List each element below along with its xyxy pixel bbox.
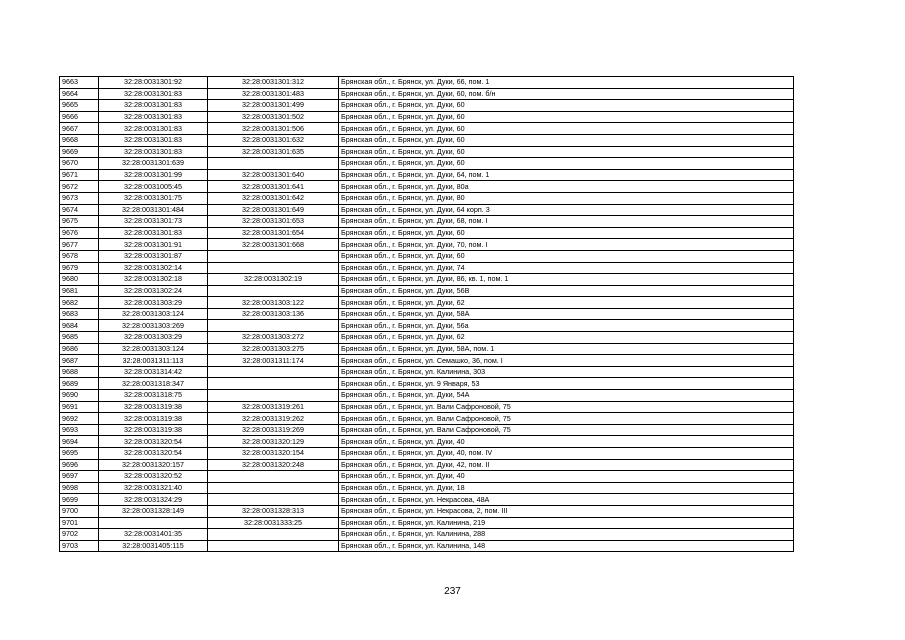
address-cell: Брянская обл., г. Брянск, ул. Дуки, 40, пом. IV (339, 448, 794, 460)
object-cadastral-number-cell: 32:28:0031303:272 (208, 332, 339, 344)
object-cadastral-number-cell: 32:28:0031301:649 (208, 204, 339, 216)
land-cadastral-number-cell: 32:28:0031301:87 (99, 250, 208, 262)
address-cell: Брянская обл., г. Брянск, ул. Вали Сафроновой, 75 (339, 413, 794, 425)
land-cadastral-number-cell: 32:28:0031302:24 (99, 285, 208, 297)
row-number-cell: 9672 (60, 181, 99, 193)
property-registry-table (59, 76, 794, 552)
object-cadastral-number-cell: 32:28:0031301:502 (208, 111, 339, 123)
address-cell: Брянская обл., г. Брянск, ул. Дуки, 54А (339, 390, 794, 402)
address-cell: Брянская обл., г. Брянск, ул. Калинина, 219 (339, 517, 794, 529)
address-cell: Брянская обл., г. Брянск, ул. Калинина, 148 (339, 540, 794, 552)
table-row (60, 285, 794, 297)
address-cell: Брянская обл., г. Брянск, ул. Дуки, 60 (339, 100, 794, 112)
object-cadastral-number-cell (208, 494, 339, 506)
row-number-cell: 9693 (60, 424, 99, 436)
object-cadastral-number-cell: 32:28:0031302:19 (208, 274, 339, 286)
row-number-cell: 9703 (60, 540, 99, 552)
table-row (60, 540, 794, 552)
address-cell: Брянская обл., г. Брянск, ул. Дуки, 70, пом. I (339, 239, 794, 251)
table-row (60, 204, 794, 216)
table-row (60, 216, 794, 228)
table-row (60, 401, 794, 413)
land-cadastral-number-cell: 32:28:0031302:14 (99, 262, 208, 274)
address-cell: Брянская обл., г. Брянск, ул. Дуки, 60 (339, 146, 794, 158)
table-row (60, 320, 794, 332)
address-cell: Брянская обл., г. Брянск, ул. Дуки, 60 (339, 158, 794, 170)
table-body (60, 77, 794, 552)
land-cadastral-number-cell: 32:28:0031303:29 (99, 332, 208, 344)
land-cadastral-number-cell: 32:28:0031303:269 (99, 320, 208, 332)
object-cadastral-number-cell: 32:28:0031303:122 (208, 297, 339, 309)
row-number-cell: 9690 (60, 390, 99, 402)
table-row (60, 239, 794, 251)
land-cadastral-number-cell: 32:28:0031301:83 (99, 111, 208, 123)
table-row (60, 262, 794, 274)
address-cell: Брянская обл., г. Брянск, ул. Дуки, 86, кв. 1, пом. 1 (339, 274, 794, 286)
land-cadastral-number-cell: 32:28:0031301:91 (99, 239, 208, 251)
land-cadastral-number-cell: 32:28:0031303:29 (99, 297, 208, 309)
address-cell: Брянская обл., г. Брянск, ул. Некрасова, 48А (339, 494, 794, 506)
row-number-cell: 9677 (60, 239, 99, 251)
table-row (60, 169, 794, 181)
object-cadastral-number-cell: 32:28:0031320:154 (208, 448, 339, 460)
table-row (60, 343, 794, 355)
address-cell: Брянская обл., г. Брянск, ул. Дуки, 40 (339, 436, 794, 448)
address-cell: Брянская обл., г. Брянск, ул. Вали Сафроновой, 75 (339, 424, 794, 436)
object-cadastral-number-cell: 32:28:0031301:668 (208, 239, 339, 251)
object-cadastral-number-cell: 32:28:0031311:174 (208, 355, 339, 367)
table-row (60, 123, 794, 135)
address-cell: Брянская обл., г. Брянск, ул. Дуки, 60 (339, 134, 794, 146)
table-row (60, 436, 794, 448)
object-cadastral-number-cell: 32:28:0031301:641 (208, 181, 339, 193)
row-number-cell: 9691 (60, 401, 99, 413)
land-cadastral-number-cell: 32:28:0031302:18 (99, 274, 208, 286)
table-row (60, 448, 794, 460)
table-row (60, 471, 794, 483)
table-row (60, 424, 794, 436)
address-cell: Брянская обл., г. Брянск, ул. Дуки, 62 (339, 332, 794, 344)
table-row (60, 250, 794, 262)
row-number-cell: 9674 (60, 204, 99, 216)
address-cell: Брянская обл., г. Брянск, ул. Дуки, 68, пом. I (339, 216, 794, 228)
table-row (60, 308, 794, 320)
row-number-cell: 9685 (60, 332, 99, 344)
table-row (60, 459, 794, 471)
row-number-cell: 9680 (60, 274, 99, 286)
land-cadastral-number-cell: 32:28:0031318:347 (99, 378, 208, 390)
row-number-cell: 9679 (60, 262, 99, 274)
row-number-cell: 9701 (60, 517, 99, 529)
row-number-cell: 9682 (60, 297, 99, 309)
row-number-cell: 9665 (60, 100, 99, 112)
land-cadastral-number-cell: 32:28:0031320:157 (99, 459, 208, 471)
object-cadastral-number-cell: 32:28:0031301:635 (208, 146, 339, 158)
land-cadastral-number-cell: 32:28:0031301:639 (99, 158, 208, 170)
table-row (60, 366, 794, 378)
land-cadastral-number-cell: 32:28:0031318:75 (99, 390, 208, 402)
object-cadastral-number-cell (208, 529, 339, 541)
land-cadastral-number-cell: 32:28:0031301:83 (99, 146, 208, 158)
land-cadastral-number-cell: 32:28:0031301:83 (99, 227, 208, 239)
table-row (60, 88, 794, 100)
row-number-cell: 9673 (60, 192, 99, 204)
object-cadastral-number-cell: 32:28:0031319:262 (208, 413, 339, 425)
row-number-cell: 9686 (60, 343, 99, 355)
land-cadastral-number-cell: 32:28:0031401:35 (99, 529, 208, 541)
land-cadastral-number-cell: 32:28:0031301:83 (99, 88, 208, 100)
address-cell: Брянская обл., г. Брянск, ул. Дуки, 42, пом. II (339, 459, 794, 471)
object-cadastral-number-cell (208, 250, 339, 262)
address-cell: Брянская обл., г. Брянск, ул. Дуки, 58А (339, 308, 794, 320)
land-cadastral-number-cell (99, 517, 208, 529)
object-cadastral-number-cell (208, 262, 339, 274)
land-cadastral-number-cell: 32:28:0031405:115 (99, 540, 208, 552)
row-number-cell: 9678 (60, 250, 99, 262)
land-cadastral-number-cell: 32:28:0031303:124 (99, 308, 208, 320)
object-cadastral-number-cell (208, 390, 339, 402)
address-cell: Брянская обл., г. Брянск, ул. Дуки, 64, пом. 1 (339, 169, 794, 181)
table-row (60, 529, 794, 541)
object-cadastral-number-cell (208, 320, 339, 332)
object-cadastral-number-cell (208, 482, 339, 494)
row-number-cell: 9667 (60, 123, 99, 135)
address-cell: Брянская обл., г. Брянск, ул. Дуки, 56В (339, 285, 794, 297)
land-cadastral-number-cell: 32:28:0031321:40 (99, 482, 208, 494)
address-cell: Брянская обл., г. Брянск, ул. Семашко, 36, пом. I (339, 355, 794, 367)
row-number-cell: 9696 (60, 459, 99, 471)
row-number-cell: 9689 (60, 378, 99, 390)
table-row (60, 77, 794, 89)
object-cadastral-number-cell: 32:28:0031303:275 (208, 343, 339, 355)
land-cadastral-number-cell: 32:28:0031005:45 (99, 181, 208, 193)
land-cadastral-number-cell: 32:28:0031301:73 (99, 216, 208, 228)
table-row (60, 413, 794, 425)
object-cadastral-number-cell (208, 158, 339, 170)
address-cell: Брянская обл., г. Брянск, ул. Дуки, 60 (339, 227, 794, 239)
row-number-cell: 9675 (60, 216, 99, 228)
address-cell: Брянская обл., г. Брянск, ул. Дуки, 64 корп. 3 (339, 204, 794, 216)
object-cadastral-number-cell (208, 540, 339, 552)
row-number-cell: 9671 (60, 169, 99, 181)
land-cadastral-number-cell: 32:28:0031301:83 (99, 134, 208, 146)
table-row (60, 494, 794, 506)
land-cadastral-number-cell: 32:28:0031301:99 (99, 169, 208, 181)
table-row (60, 378, 794, 390)
object-cadastral-number-cell: 32:28:0031319:269 (208, 424, 339, 436)
row-number-cell: 9681 (60, 285, 99, 297)
land-cadastral-number-cell: 32:28:0031303:124 (99, 343, 208, 355)
address-cell: Брянская обл., г. Брянск, ул. Калинина, 288 (339, 529, 794, 541)
object-cadastral-number-cell: 32:28:0031301:499 (208, 100, 339, 112)
row-number-cell: 9695 (60, 448, 99, 460)
land-cadastral-number-cell: 32:28:0031301:92 (99, 77, 208, 89)
object-cadastral-number-cell: 32:28:0031319:261 (208, 401, 339, 413)
row-number-cell: 9683 (60, 308, 99, 320)
address-cell: Брянская обл., г. Брянск, ул. Вали Сафроновой, 75 (339, 401, 794, 413)
table-row (60, 192, 794, 204)
table-row (60, 181, 794, 193)
land-cadastral-number-cell: 32:28:0031301:484 (99, 204, 208, 216)
row-number-cell: 9670 (60, 158, 99, 170)
row-number-cell: 9688 (60, 366, 99, 378)
land-cadastral-number-cell: 32:28:0031301:75 (99, 192, 208, 204)
land-cadastral-number-cell: 32:28:0031320:52 (99, 471, 208, 483)
row-number-cell: 9666 (60, 111, 99, 123)
land-cadastral-number-cell: 32:28:0031314:42 (99, 366, 208, 378)
row-number-cell: 9698 (60, 482, 99, 494)
object-cadastral-number-cell: 32:28:0031320:129 (208, 436, 339, 448)
land-cadastral-number-cell: 32:28:0031301:83 (99, 100, 208, 112)
table-row (60, 111, 794, 123)
object-cadastral-number-cell: 32:28:0031303:136 (208, 308, 339, 320)
address-cell: Брянская обл., г. Брянск, ул. Дуки, 18 (339, 482, 794, 494)
object-cadastral-number-cell: 32:28:0031301:312 (208, 77, 339, 89)
address-cell: Брянская обл., г. Брянск, ул. Дуки, 60, пом. б/н (339, 88, 794, 100)
object-cadastral-number-cell: 32:28:0031301:632 (208, 134, 339, 146)
address-cell: Брянская обл., г. Брянск, ул. Дуки, 66, пом. 1 (339, 77, 794, 89)
address-cell: Брянская обл., г. Брянск, ул. Дуки, 58А, пом. 1 (339, 343, 794, 355)
row-number-cell: 9668 (60, 134, 99, 146)
row-number-cell: 9694 (60, 436, 99, 448)
table-row (60, 355, 794, 367)
table-row (60, 390, 794, 402)
table-row (60, 227, 794, 239)
table-row (60, 482, 794, 494)
object-cadastral-number-cell (208, 471, 339, 483)
address-cell: Брянская обл., г. Брянск, ул. Дуки, 60 (339, 111, 794, 123)
row-number-cell: 9699 (60, 494, 99, 506)
table-row (60, 100, 794, 112)
page-number: 237 (444, 586, 461, 597)
row-number-cell: 9687 (60, 355, 99, 367)
address-cell: Брянская обл., г. Брянск, ул. 9 Января, 53 (339, 378, 794, 390)
row-number-cell: 9702 (60, 529, 99, 541)
object-cadastral-number-cell (208, 378, 339, 390)
object-cadastral-number-cell: 32:28:0031301:653 (208, 216, 339, 228)
row-number-cell: 9700 (60, 505, 99, 517)
land-cadastral-number-cell: 32:28:0031319:38 (99, 424, 208, 436)
address-cell: Брянская обл., г. Брянск, ул. Дуки, 80а (339, 181, 794, 193)
address-cell: Брянская обл., г. Брянск, ул. Дуки, 60 (339, 250, 794, 262)
address-cell: Брянская обл., г. Брянск, ул. Дуки, 80 (339, 192, 794, 204)
row-number-cell: 9676 (60, 227, 99, 239)
land-cadastral-number-cell: 32:28:0031324:29 (99, 494, 208, 506)
object-cadastral-number-cell: 32:28:0031301:642 (208, 192, 339, 204)
table-row (60, 274, 794, 286)
land-cadastral-number-cell: 32:28:0031319:38 (99, 413, 208, 425)
land-cadastral-number-cell: 32:28:0031301:83 (99, 123, 208, 135)
row-number-cell: 9663 (60, 77, 99, 89)
object-cadastral-number-cell: 32:28:0031301:483 (208, 88, 339, 100)
row-number-cell: 9669 (60, 146, 99, 158)
address-cell: Брянская обл., г. Брянск, ул. Дуки, 40 (339, 471, 794, 483)
land-cadastral-number-cell: 32:28:0031320:54 (99, 436, 208, 448)
table-row (60, 332, 794, 344)
land-cadastral-number-cell: 32:28:0031319:38 (99, 401, 208, 413)
land-cadastral-number-cell: 32:28:0031311:113 (99, 355, 208, 367)
land-cadastral-number-cell: 32:28:0031320:54 (99, 448, 208, 460)
address-cell: Брянская обл., г. Брянск, ул. Некрасова, 2, пом. III (339, 505, 794, 517)
land-cadastral-number-cell: 32:28:0031328:149 (99, 505, 208, 517)
address-cell: Брянская обл., г. Брянск, ул. Калинина, 303 (339, 366, 794, 378)
object-cadastral-number-cell: 32:28:0031333:25 (208, 517, 339, 529)
object-cadastral-number-cell: 32:28:0031320:248 (208, 459, 339, 471)
object-cadastral-number-cell: 32:28:0031301:640 (208, 169, 339, 181)
row-number-cell: 9684 (60, 320, 99, 332)
table-row (60, 158, 794, 170)
address-cell: Брянская обл., г. Брянск, ул. Дуки, 74 (339, 262, 794, 274)
object-cadastral-number-cell: 32:28:0031301:654 (208, 227, 339, 239)
address-cell: Брянская обл., г. Брянск, ул. Дуки, 60 (339, 123, 794, 135)
table-row (60, 146, 794, 158)
object-cadastral-number-cell: 32:28:0031328:313 (208, 505, 339, 517)
table-row (60, 505, 794, 517)
address-cell: Брянская обл., г. Брянск, ул. Дуки, 56а (339, 320, 794, 332)
address-cell: Брянская обл., г. Брянск, ул. Дуки, 62 (339, 297, 794, 309)
table-row (60, 517, 794, 529)
object-cadastral-number-cell: 32:28:0031301:506 (208, 123, 339, 135)
table-row (60, 134, 794, 146)
row-number-cell: 9664 (60, 88, 99, 100)
row-number-cell: 9692 (60, 413, 99, 425)
row-number-cell: 9697 (60, 471, 99, 483)
object-cadastral-number-cell (208, 285, 339, 297)
table-row (60, 297, 794, 309)
object-cadastral-number-cell (208, 366, 339, 378)
